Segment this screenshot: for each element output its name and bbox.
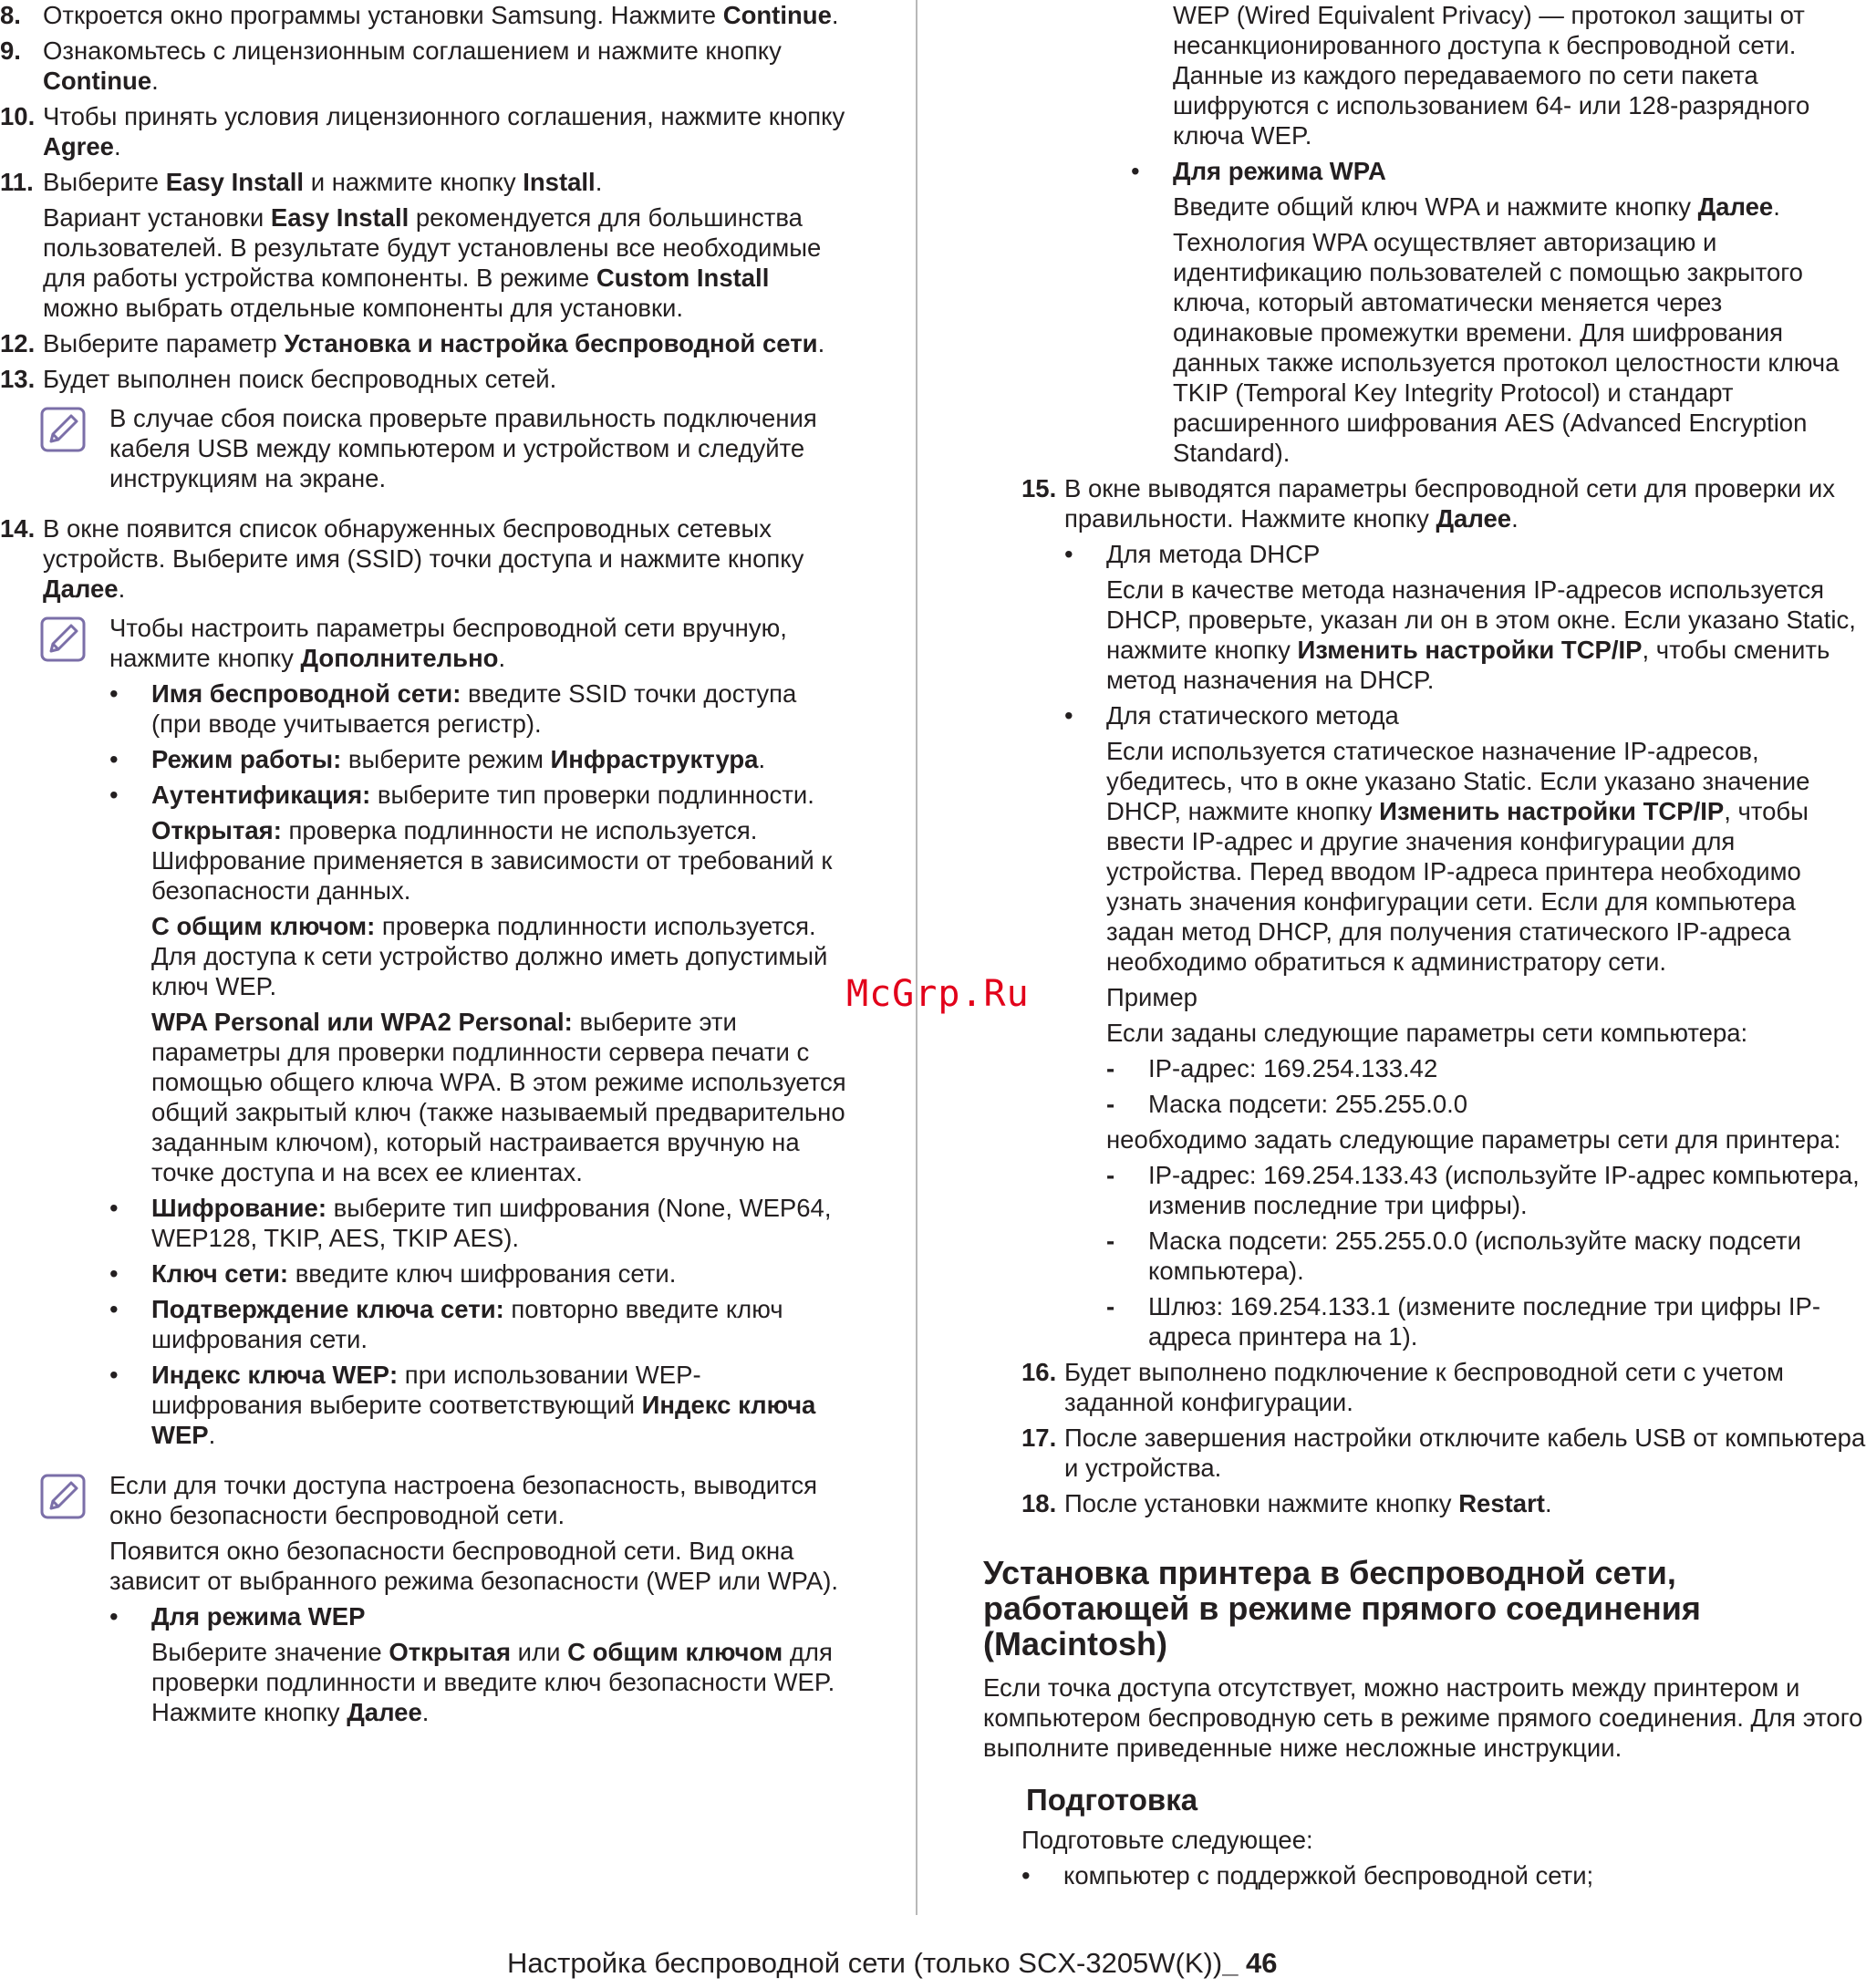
page-footer: Настройка беспроводной сети (только SCX-3205W(K))_ 46 — [507, 1947, 1278, 1979]
watermark-text: McGrp.Ru — [846, 973, 1030, 1015]
bullet-encryption: • Шифрование: выберите тип шифрования (None, WEP64, WEP128, TKIP, AES, TKIP AES). — [109, 1194, 832, 1252]
prep-intro: Подготовьте следующее: — [1021, 1826, 1313, 1854]
step-15: 15. В окне выводятся параметры беспроводной сети для проверки их правильности. Нажмите кнопку Далее. • Для метода DHCP Если в качестве метода назначения IP-адресов используется DHCP, проверьте, указан ли он в этом окне. Если указано Static, нажмите кнопку Изменить настройки TCP/IP, чтобы сменить метод назначения на DHCP. • Для статического метода Если используется статическое назначение IP-адресов, убедитесь, что в окне указано Static. Если указано значение DHCP, нажмите кнопку Изменить настройки TCP/IP, чтобы ввести IP-адрес и другие значения конфигурации для устройства. Перед вводом IP-адреса принтера необходимо узнать значения конфигурации сети. Если для компьютера задан метод DHCP, для получения статического IP-адреса необходимо обратиться к администратору сети. Пример Если заданы следующие параметры сети компьютера: - IP-адрес: 169.254.133.42 - Маска подсети: 255.255.0.0 необходимо задать следующие параметры сети для принтера: - IP-адрес: 169.254.133.43 (используйте IP-адрес компьютера, изменив последние три цифры). - Маска подсети: 255.255.0.0 (используйте маску подсети компьютера). - Шлюз: 169.254.133.1 (измените последние три цифры IP-адреса принтера на 1). — [1021, 473, 1866, 1351]
note-search-failure: В случае сбоя поиска проверьте правильность подключения кабеля USB между компьютером и устройством и следуйте инструкциям на экране. — [0, 403, 848, 493]
section-heading: Установка принтера в беспроводной сети, работающей в режиме прямого соединения (Macintosh) — [983, 1554, 1701, 1662]
section-intro: Если точка доступа отсутствует, можно настроить между принтером и компьютером беспроводную сеть в режиме прямого соединения. Для этого выполните приведенные ниже несложные инструкции. — [983, 1673, 1863, 1762]
bullet-wep-mode: • Для режима WEP Выберите значение Открытая или С общим ключом для проверки подлинности и введите ключ безопасности WEP. Нажмите кнопку Далее. — [109, 1602, 835, 1726]
note-pencil-icon — [40, 1474, 86, 1519]
note-pencil-icon — [40, 407, 86, 452]
step-12: 12. Выберите параметр Установка и настройка беспроводной сети. — [0, 329, 825, 357]
wep-wpa-continued: WEP (Wired Equivalent Privacy) — протокол защиты от несанкционированного доступа к беспроводной сети. Данные из каждого передаваемого по сети пакета шифруются с использованием 64- или 128-разрядного ключа WEP. • Для режима WPA Введите общий ключ WPA и нажмите кнопку Далее. Технология WPA осуществляет авторизацию и идентификацию пользователей с помощью закрытого ключа, который автоматически меняется через одинаковые промежутки времени. Для шифрования данных также используется протокол целостности ключа TKIP (Temporal Key Integrity Protocol) и стандарт расширенного шифрования AES (Advanced Encryption Standard). — [983, 0, 1866, 468]
dash-printer-gateway: - Шлюз: 169.254.133.1 (измените последние три цифры IP-адреса принтера на 1). — [1106, 1292, 1821, 1351]
bullet-confirm-key: • Подтверждение ключа сети: повторно введите ключ шифрования сети. — [109, 1295, 783, 1353]
bullet-auth: • Аутентификация: выберите тип проверки подлинности. Открытая: проверка подлинности не используется. Шифрование применяется в зависимости от требований к безопасности данных. С общим ключом: проверка подлинности используется. Для доступа к сети устройство должно иметь допустимый ключ WEP. WPA Personal или WPA2 Personal: выберите эти параметры для проверки подлинности сервера печати с помощью общего ключа WPA. В этом режиме используется общий закрытый ключ (также называемый предварительно заданным ключом), который настраивается вручную на точке доступа и на всех ее клиентах. — [109, 781, 846, 1186]
step-17: 17. После завершения настройки отключите кабель USB от компьютера и устройства. — [1021, 1424, 1866, 1482]
step-13: 13. Будет выполнен поиск беспроводных сетей. — [0, 365, 557, 393]
right-column — [983, 0, 1866, 1896]
step-8: 8. Откроется окно программы установки Samsung. Нажмите Continue. — [0, 1, 839, 29]
step-9: 9. Ознакомьтесь с лицензионным соглашением и нажмите кнопку Continue. — [0, 36, 782, 95]
left-column — [0, 0, 848, 1747]
column-divider — [916, 0, 917, 1915]
bullet-static: • Для статического метода Если используется статическое назначение IP-адресов, убедитесь, что в окне указано Static. Если указано значение DHCP, нажмите кнопку Изменить настройки TCP/IP, чтобы ввести IP-адрес и другие значения конфигурации для устройства. Перед вводом IP-адреса принтера необходимо узнать значения конфигурации сети. Если для компьютера задан метод DHCP, для получения статического IP-адреса необходимо обратиться к администратору сети. Пример Если заданы следующие параметры сети компьютера: - IP-адрес: 169.254.133.42 - Маска подсети: 255.255.0.0 необходимо задать следующие параметры сети для принтера: - IP-адрес: 169.254.133.43 (используйте IP-адрес компьютера, изменив последние три цифры). - Маска подсети: 255.255.0.0 (используйте маску подсети компьютера). - Шлюз: 169.254.133.1 (измените последние три цифры IP-адреса принтера на 1). — [1064, 700, 1866, 1351]
bullet-dhcp: • Для метода DHCP Если в качестве метода назначения IP-адресов используется DHCP, проверьте, указан ли он в этом окне. Если указано Static, нажмите кнопку Изменить настройки TCP/IP, чтобы сменить метод назначения на DHCP. — [1064, 540, 1856, 694]
note-manual-setup: Чтобы настроить параметры беспроводной сети вручную, нажмите кнопку Дополнительно. • Имя беспроводной сети: введите SSID точки доступа (при вводе учитывается регистр). • Режим работы: выберите режим Инфраструктура. • Аутентификация: выберите тип проверки подлинности. Открытая: проверка подлинности не используется. Шифрование применяется в зависимости от требований к безопасности данных. С общим ключом: проверка подлинности используется. Для доступа к сети устройство должно иметь допустимый ключ WEP. WPA Personal или WPA2 Personal: выберите эти параметры для проверки подлинности сервера печати с помощью общего ключа WPA. В этом режиме используется общий закрытый ключ (также называемый предварительно заданным ключом), который настраивается вручную на точке доступа и на всех ее клиентах. • Шифрование: выберите тип шифрования (None, WEP64, WEP128, TKIP, AES, TKIP AES). • Ключ сети: введите ключ шифрования сети. • Подтверждение ключа сети: повторно введите ключ шифрования сети. • Индекс ключа WEP: при использовании WEP-шифрования выберите соответствующий Индекс ключа WEP. — [0, 613, 848, 1450]
bullet-wep-index: • Индекс ключа WEP: при использовании WEP-шифрования выберите соответствующий Индекс ключа WEP. — [109, 1361, 816, 1449]
note-security: Если для точки доступа настроена безопасность, выводится окно безопасности беспроводной сети. Появится окно безопасности беспроводной сети. Вид окна зависит от выбранного режима безопасности (WEP или WPA). • Для режима WEP Выберите значение Открытая или С общим ключом для проверки подлинности и введите ключ безопасности WEP. Нажмите кнопку Далее. — [0, 1470, 848, 1727]
step-14: 14. В окне появится список обнаруженных беспроводных сетевых устройств. Выберите имя (SSID) точки доступа и нажмите кнопку Далее. — [0, 514, 804, 603]
bullet-wpa-mode: • Для режима WPA Введите общий ключ WPA и нажмите кнопку Далее. Технология WPA осуществляет авторизацию и идентификацию пользователей с помощью закрытого ключа, который автоматически меняется через одинаковые промежутки времени. Для шифрования данных также используется протокол целостности ключа TKIP (Temporal Key Integrity Protocol) и стандарт расширенного шифрования AES (Advanced Encryption Standard). — [1131, 157, 1840, 467]
subsection-heading: Подготовка — [1026, 1783, 1198, 1817]
step-11: 11. Выберите Easy Install и нажмите кнопку Install. Вариант установки Easy Install рекомендуется для большинства пользователей. В результате будут установлены все необходимые для работы устройства компоненты. В режиме Custom Install можно выбрать отдельные компоненты для установки. — [0, 167, 848, 323]
note-pencil-icon — [40, 616, 86, 662]
dash-printer-mask: - Маска подсети: 255.255.0.0 (используйте маску подсети компьютера). — [1106, 1227, 1801, 1285]
bullet-ssid: • Имя беспроводной сети: введите SSID точки доступа (при вводе учитывается регистр). — [109, 679, 797, 738]
step-10: 10. Чтобы принять условия лицензионного соглашения, нажмите кнопку Agree. — [0, 102, 845, 160]
bullet-mode: • Режим работы: выберите режим Инфраструктура. — [109, 745, 766, 773]
step-18: 18. После установки нажмите кнопку Restart. — [1021, 1489, 1552, 1517]
bullet-prep-item: • компьютер с поддержкой беспроводной сети; — [1021, 1861, 1594, 1890]
bullet-network-key: • Ключ сети: введите ключ шифрования сети. — [109, 1259, 677, 1288]
step-11-description: Вариант установки Easy Install рекомендуется для большинства пользователей. В результате будут установлены все необходимые для работы устройства компоненты. В режиме Custom Install можно выбрать отдельные компоненты для установки. — [43, 203, 822, 322]
dash-pc-ip: - IP-адрес: 169.254.133.42 — [1106, 1054, 1438, 1082]
step-16: 16. Будет выполнено подключение к беспроводной сети с учетом заданной конфигурации. — [1021, 1358, 1784, 1416]
dash-printer-ip: - IP-адрес: 169.254.133.43 (используйте IP-адрес компьютера, изменив последние три цифры). — [1106, 1161, 1860, 1219]
dash-pc-mask: - Маска подсети: 255.255.0.0 — [1106, 1090, 1468, 1118]
